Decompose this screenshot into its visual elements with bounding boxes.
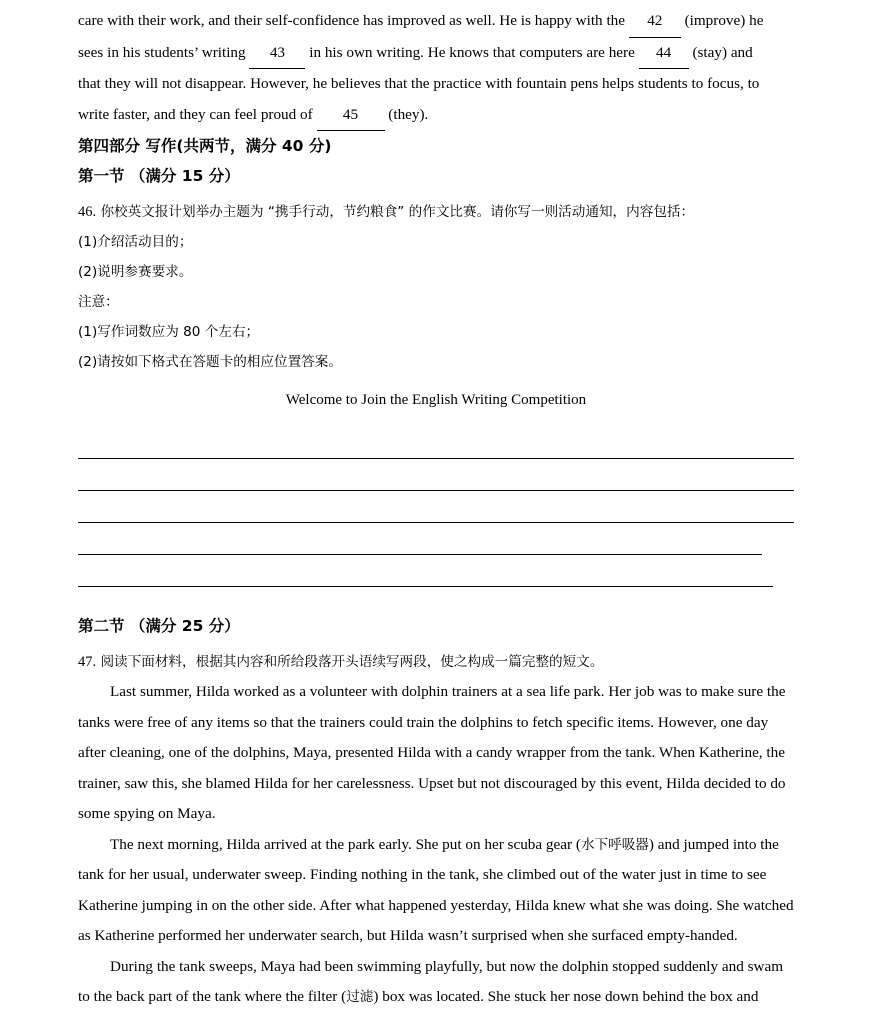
blank-42: 42 (629, 6, 681, 38)
story-para-2-text-a: The next morning, Hilda arrived at the park early. She put on her scuba gear ( (110, 835, 581, 853)
page-content (78, 6, 794, 1013)
cloze-line-1 (78, 6, 794, 38)
story-para-2-line-1 (78, 830, 794, 861)
section-one-heading: 第一节 （满分 15 分） (78, 167, 240, 185)
blank-44: 44 (639, 38, 689, 70)
cloze-line-4-text-b: (they). (384, 105, 429, 123)
cloze-line-4 (78, 100, 794, 132)
cloze-line-2-text-a: sees in his students’ writing (78, 43, 250, 61)
story-para-1-line-4: trainer, saw this, she blamed Hilda for her carelessness. Upset but not discouraged by this event, Hilda decided to do (78, 774, 786, 792)
story-para-3-line-2 (78, 982, 794, 1013)
task-47-text: 阅读下面材料，根据其内容和所给段落开头语续写两段，使之构成一篇完整的短文。 (100, 654, 604, 670)
story-para-1-line-1: Last summer, Hilda worked as a volunteer with dolphin trainers at a sea life park. Her job was to make sure the (110, 683, 786, 700)
story-para-1-line-5: some spying on Maya. (78, 805, 216, 822)
task-46-requirement-1: (1)介绍活动目的； (78, 234, 193, 250)
note-1: (1)写作词数应为 80 个左右； (78, 324, 260, 340)
cloze-line-3: that they will not disappear. However, he believes that the practice with fountain pens helps students to focus, to (78, 75, 760, 92)
story-para-2-text-b: ) and jumped into the (648, 835, 779, 853)
note-2: (2)请按如下格式在答题卡的相应位置答案。 (78, 354, 342, 370)
task-46-text: 你校英文报计划举办主题为 “携手行动，节约粮食” 的作文比赛。请你写一则活动通知，内容包括： (100, 204, 695, 220)
answer-line[interactable] (78, 491, 794, 523)
section-two-heading: 第二节 （满分 25 分） (78, 617, 240, 635)
cloze-line-4-text-a: write faster, and they can feel proud of (78, 105, 317, 123)
blank-43: 43 (249, 38, 305, 70)
answer-line[interactable] (78, 555, 773, 587)
task-46 (78, 197, 794, 227)
cloze-line-1-text-a: care with their work, and their self-confidence has improved as well. He is happy with the (78, 12, 629, 29)
writing-title: Welcome to Join the English Writing Competition (285, 392, 587, 408)
story-para-3-gloss: 过滤 (346, 989, 374, 1005)
cloze-line-2 (78, 38, 794, 70)
story-para-2-line-4: as Katherine performed her underwater search, but Hilda wasn’t surprised when she surfaced empty-handed. (78, 927, 738, 944)
notes-label: 注意： (78, 294, 119, 310)
story-para-2-line-3: Katherine jumping in on the other side. After what happened yesterday, Hilda knew what she was doing. She watched (78, 896, 794, 914)
answer-line[interactable] (78, 523, 762, 555)
story-para-3-text-a: to the back part of the tank where the filter ( (78, 988, 347, 1005)
cloze-passage (78, 6, 794, 131)
answer-line[interactable] (78, 427, 794, 459)
cloze-line-1-text-b: (improve) he (680, 12, 764, 29)
story-para-3-line-1: During the tank sweeps, Maya had been swimming playfully, but now the dolphin stopped suddenly and swam (110, 957, 784, 975)
answer-line[interactable] (78, 459, 794, 491)
task-47 (78, 647, 794, 677)
task-46-number: 46. (78, 204, 97, 220)
story-para-3-text-b: ) box was located. She stuck her nose down behind the box and (373, 988, 759, 1005)
blank-45: 45 (317, 100, 385, 132)
task-47-number: 47. (78, 654, 97, 670)
story-para-1-line-2: tanks were free of any items so that the trainers could train the dolphins to fetch specific items. However, one day (78, 713, 769, 731)
part-four-heading: 第四部分 写作(共两节，满分 40 分) (78, 137, 332, 155)
cloze-line-2-text-c: (stay) and (688, 43, 753, 61)
story-passage (78, 677, 794, 1013)
story-para-2-line-2: tank for her usual, underwater sweep. Finding nothing in the tank, she climbed out of the water just in time to see (78, 866, 767, 883)
answer-lines-block[interactable] (78, 427, 794, 587)
story-para-2-gloss: 水下呼吸器 (580, 836, 649, 853)
cloze-line-2-text-b: in his own writing. He knows that computers are here (305, 43, 639, 61)
story-para-1-line-3: after cleaning, one of the dolphins, Maya, presented Hilda with a candy wrapper from the tank. When Katherine, the (78, 744, 785, 761)
task-46-requirement-2: (2)说明参赛要求。 (78, 264, 193, 280)
